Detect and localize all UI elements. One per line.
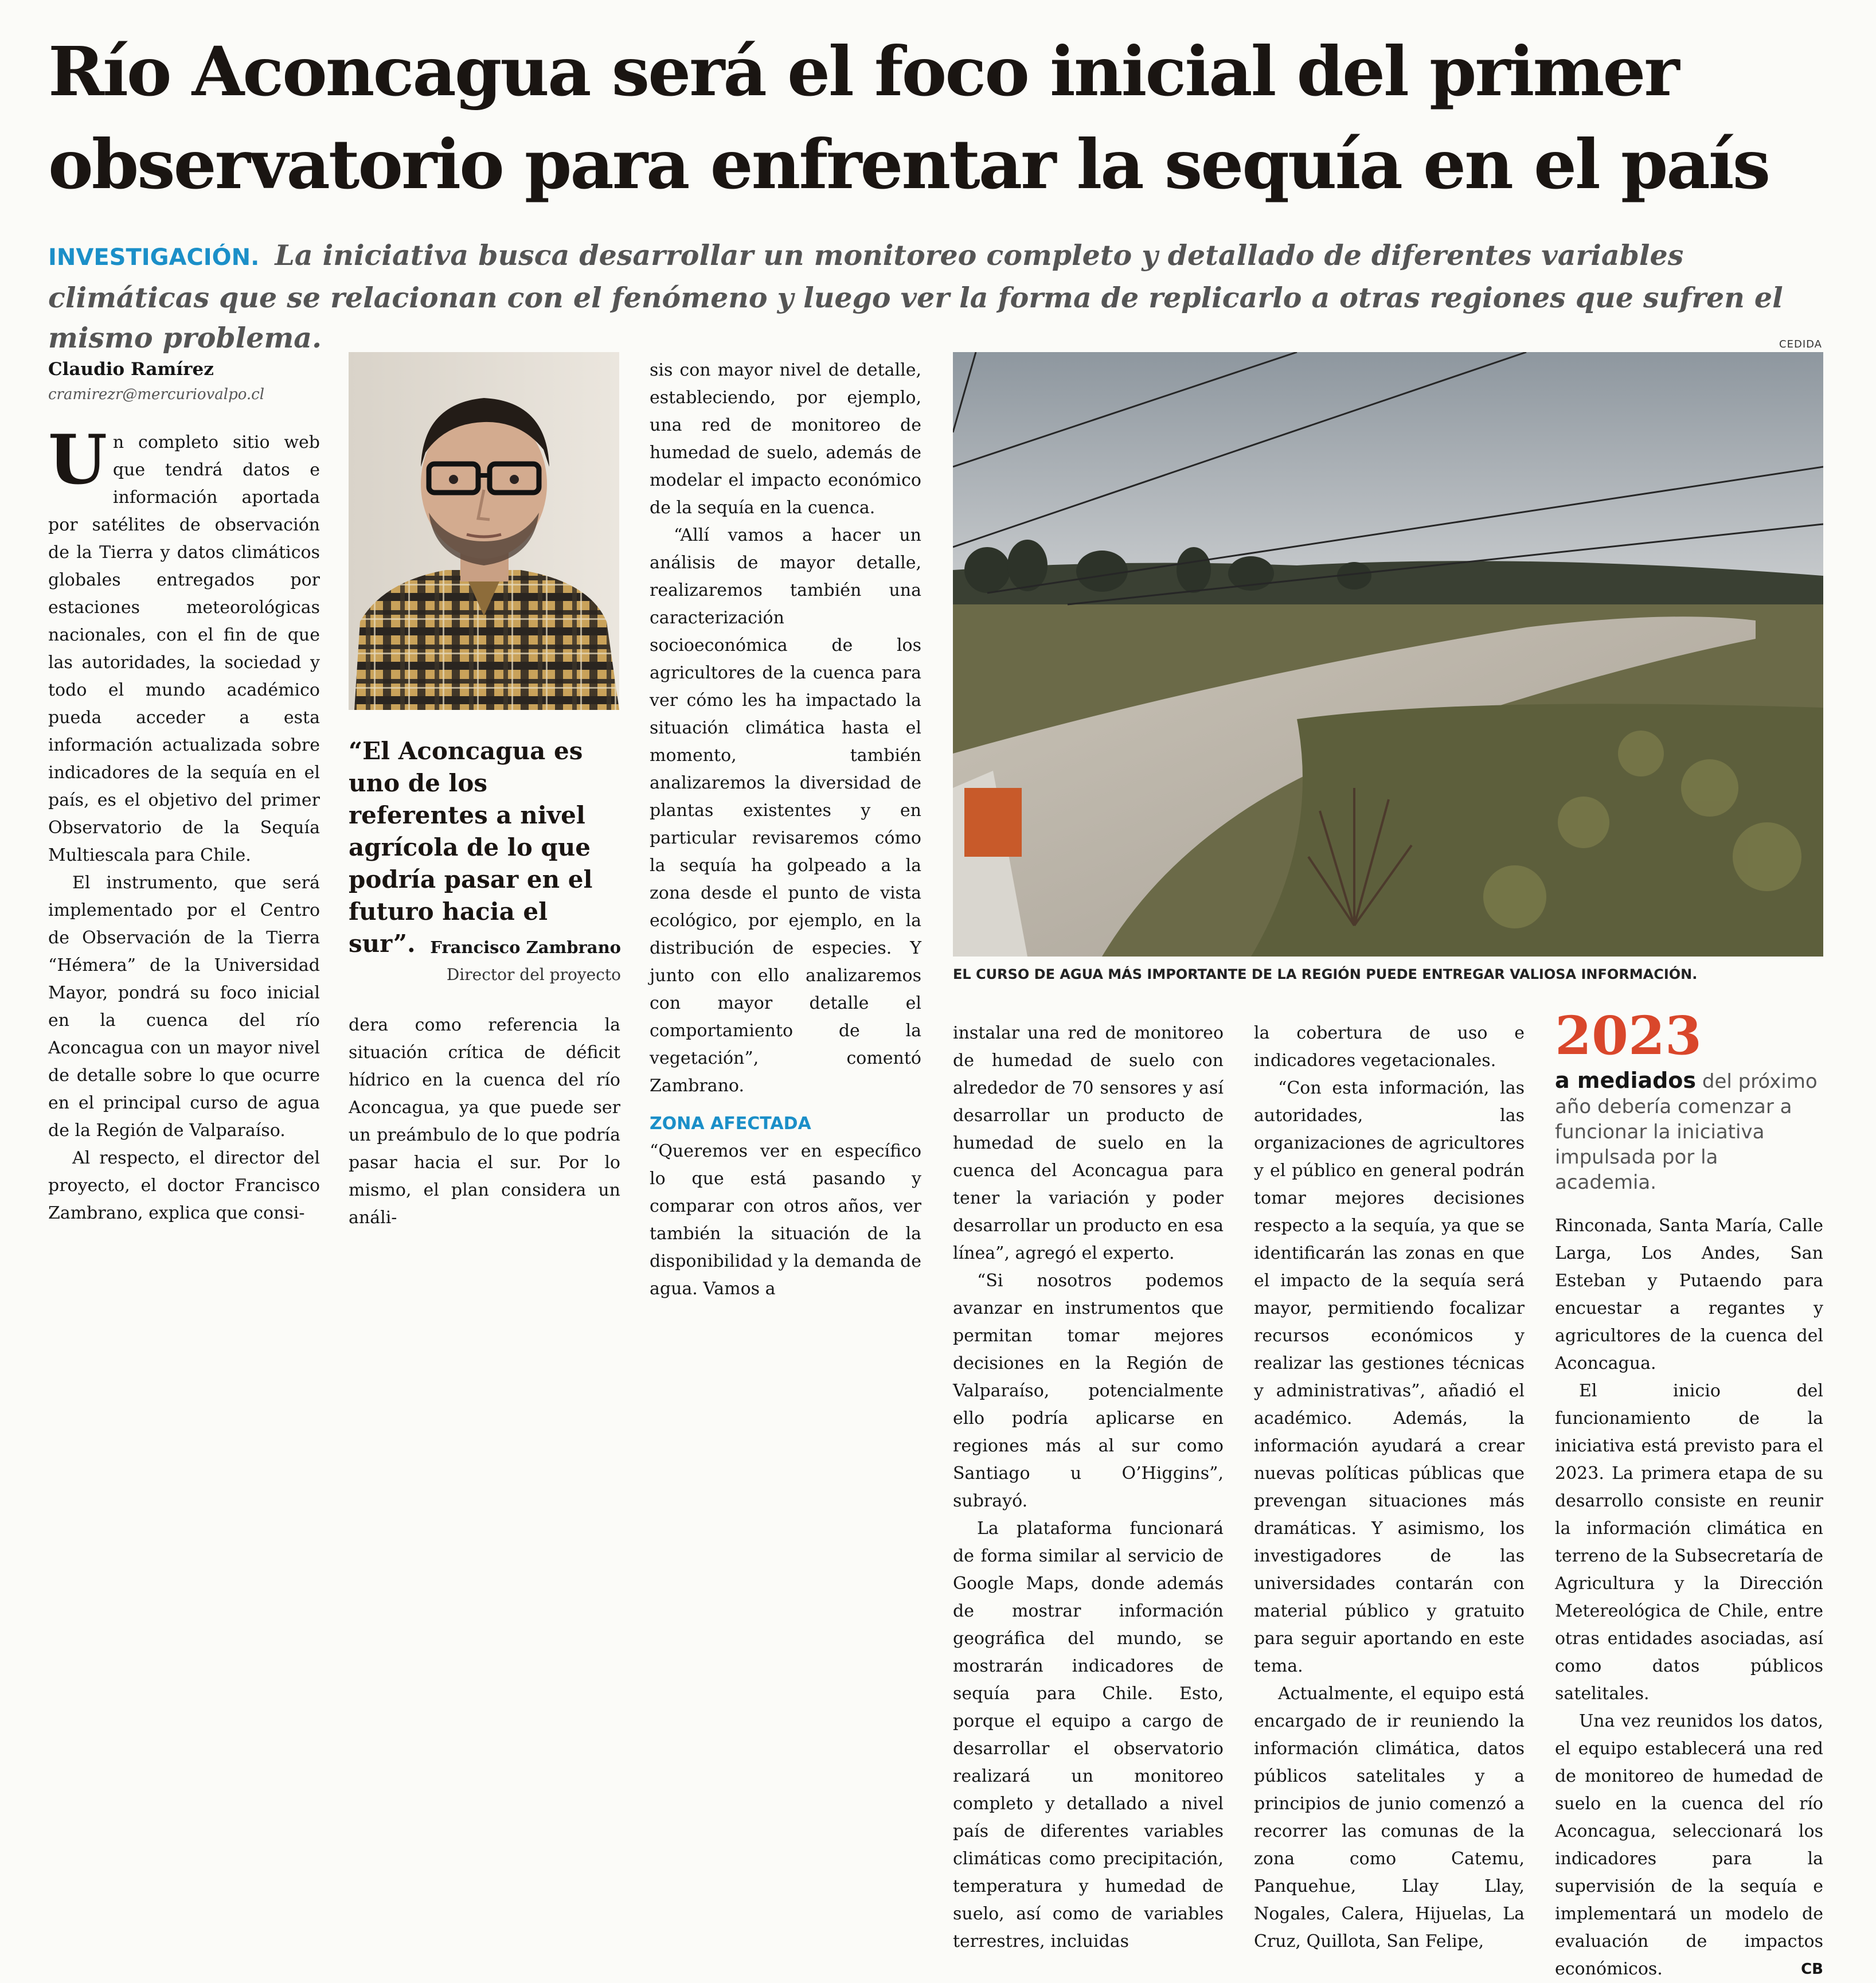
column-3 [650, 357, 921, 1303]
river-landscape-illustration [953, 352, 1823, 957]
factbox-body: del próximo año debería comenzar a funcionar la iniciativa impulsada por la academia. [1555, 1070, 1818, 1194]
byline-author: Claudio Ramírez [48, 359, 214, 380]
headline [48, 25, 1837, 211]
dropcap: U [48, 420, 107, 499]
photo-caption: EL CURSO DE AGUA MÁS IMPORTANTE DE LA REGIÓN PUEDE ENTREGAR VALIOSA INFORMACIÓN. [953, 966, 1698, 982]
col3-paragraph-3: “Queremos ver en específico lo que está pasando y comparar con otros años, ver también la situación de la disponibilidad y la demanda de agua. Vamos a [650, 1141, 921, 1299]
factbox-text [1555, 1068, 1824, 1195]
col4-paragraph-1: instalar una red de monitoreo de humedad de suelo con alrededor de 70 sensores y así desarrollar un producto de humedad de suelo en la cuenca del Aconcagua para tener la variación y poder desarrollar un producto en esa línea”, agregó el experto. [953, 1023, 1224, 1263]
col6-paragraph-3: Una vez reunidos los datos, el equipo establecerá una red de monitoreo de humedad de suelo en la cuenca del río Aconcagua, seleccionará los indicadores para la supervisión de la sequía e implementará un modelo de evaluación de impactos económicos. CB [1555, 1708, 1823, 1983]
deck-kicker: INVESTIGACIÓN. [48, 244, 260, 271]
col6-paragraph-2: El inicio del funcionamiento de la iniciativa está previsto para el 2023. La primera etapa de su desarrollo consiste en reunir la información climática en terreno de la Subsecretaría de Agricultura y la Dirección Metereológica de Chile, entre otras entidades asociadas, así como datos públicos satelitales. [1555, 1381, 1823, 1704]
column-1 [48, 357, 320, 1227]
column-2 [349, 1012, 620, 1232]
col2-paragraph-1: dera como referencia la situación crítica de déficit hídrico en la cuenca del río Aconcagua, ya que puede ser un preámbulo de lo que podría pasar hacia el sur. Por lo mismo, el plan considera un análi- [349, 1015, 620, 1228]
factbox-year: 2023 [1555, 1005, 1702, 1067]
col5-paragraph-3: Actualmente, el equipo está encargado de ir reuniendo la información climática, datos públicos satelitales y a principios de junio comenzó a recorrer las comunas de la zona como Catemu, Panquehue, Llay Llay, Nogales, Calera, Hijuelas, La Cruz, Quillota, San Felipe, [1254, 1684, 1525, 1951]
col1-paragraph-3: Al respecto, el director del proyecto, el doctor Francisco Zambrano, explica que consi- [48, 1148, 320, 1223]
col1-paragraph-1: Un completo sitio web que tendrá datos e información aportada por satélites de observación de la Tierra y datos climáticos globales entregados por estaciones meteorológicas nacionales, con el fin de que las autoridades, la sociedad y todo el mundo académico pueda acceder a esta información actualizada sobre indicadores de la sequía en el país, es el objetivo del primer Observatorio de la Sequía Multiescala para Chile. [48, 420, 320, 865]
portrait-photo [349, 352, 619, 710]
column-4 [953, 1020, 1224, 1955]
col3-paragraph-1: sis con mayor nivel de detalle, estableciendo, por ejemplo, una red de monitoreo de humedad de suelo, además de modelar el impacto económico de la sequía en la cuenca. [650, 360, 921, 518]
subhead-zona-afectada: ZONA AFECTADA [650, 1114, 811, 1134]
river-photo [953, 352, 1823, 957]
deck [48, 235, 1831, 358]
column-5 [1254, 1020, 1525, 1955]
portrait-illustration [349, 352, 619, 710]
pull-quote-role: Director del proyecto [446, 965, 621, 984]
col6-paragraph-1: Rinconada, Santa María, Calle Larga, Los Andes, San Esteban y Putaendo para encuestar a regantes y agricultores de la cuenca del Aconcagua. [1555, 1216, 1823, 1373]
col1-paragraph-2: El instrumento, que será implementado por el Centro de Observación de la Tierra “Hémera” de la Universidad Mayor, pondrá su foco inicial en la cuenca del río Aconcagua con un mayor nivel de detalle sobre lo que ocurre en el principal curso de agua de la Región de Valparaíso. [48, 873, 320, 1141]
pull-quote-name: Francisco Zambrano [430, 938, 621, 957]
col4-paragraph-3: La plataforma funcionará de forma similar al servicio de Google Maps, donde además de mostrar información geográfica del mundo, se mostrarán indicadores de sequía para Chile. Esto, porque el equipo a cargo de desarrollar el observatorio realizará un monitoreo completo y detallado a nivel país de diferentes variables climáticas como precipitación, temperatura y humedad de suelo, así como de variables terrestres, incluidas [953, 1519, 1224, 1951]
deck-text: La iniciativa busca desarrollar un monitoreo completo y detallado de diferentes variables climáticas que se relacionan con el fenómeno y luego ver la forma de replicarlo a otras regiones que sufren el mismo problema. [48, 239, 1783, 354]
factbox-lead: a mediados [1555, 1068, 1697, 1093]
col5-paragraph-2: “Con esta información, las autoridades, las organizaciones de agricultores y el público en general podrán tomar mejores decisiones respecto a la sequía, ya que se identificarán las zonas en que el impacto de la sequía será mayor, permitiendo focalizar recursos económicos y realizar las gestiones técnicas y administrativas”, añadió el académico. Además, la información ayudará a crear nuevas políticas públicas que prevengan situaciones más dramáticas. Y asimismo, los investigadores de las universidades contarán con material público y gratuito para seguir aportando en este tema. [1254, 1078, 1525, 1676]
headline-line2: observatorio para enfrentar la sequía en el país [48, 124, 1769, 204]
col4-paragraph-2: “Si nosotros podemos avanzar en instrumentos que permitan tomar mejores decisiones en la Región de Valparaíso, potencialmente ello podría aplicarse en regiones más al sur como Santiago u O’Higgins”, subrayó. [953, 1271, 1224, 1511]
col3-paragraph-2: “Allí vamos a hacer un análisis de mayor detalle, realizaremos también una caracterización socioeconómica de los agricultores de la cuenca para ver cómo les ha impactado la situación climática hasta el momento, también analizaremos la diversidad de plantas existentes y en particular revisaremos cómo la sequía ha golpeado a la zona desde el punto de vista ecológico, por ejemplo, en la distribución de especies. Y junto con ello analizaremos con mayor detalle el comportamiento de la vegetación”, comentó Zambrano. [650, 525, 921, 1096]
column-6 [1555, 1212, 1823, 1983]
pull-quote: “El Aconcagua es uno de los referentes a nivel agrícola de lo que podría pasar en el futuro hacia el sur”. [349, 737, 593, 958]
headline-line1: Río Aconcagua será el foco inicial del primer [48, 32, 1678, 111]
col5-paragraph-1: la cobertura de uso e indicadores vegetacionales. [1254, 1023, 1525, 1071]
end-mark: CB [1801, 1961, 1823, 1978]
photo-credit: CEDIDA [1779, 338, 1822, 350]
byline-email[interactable]: cramirezr@mercuriovalpo.cl [48, 386, 265, 403]
